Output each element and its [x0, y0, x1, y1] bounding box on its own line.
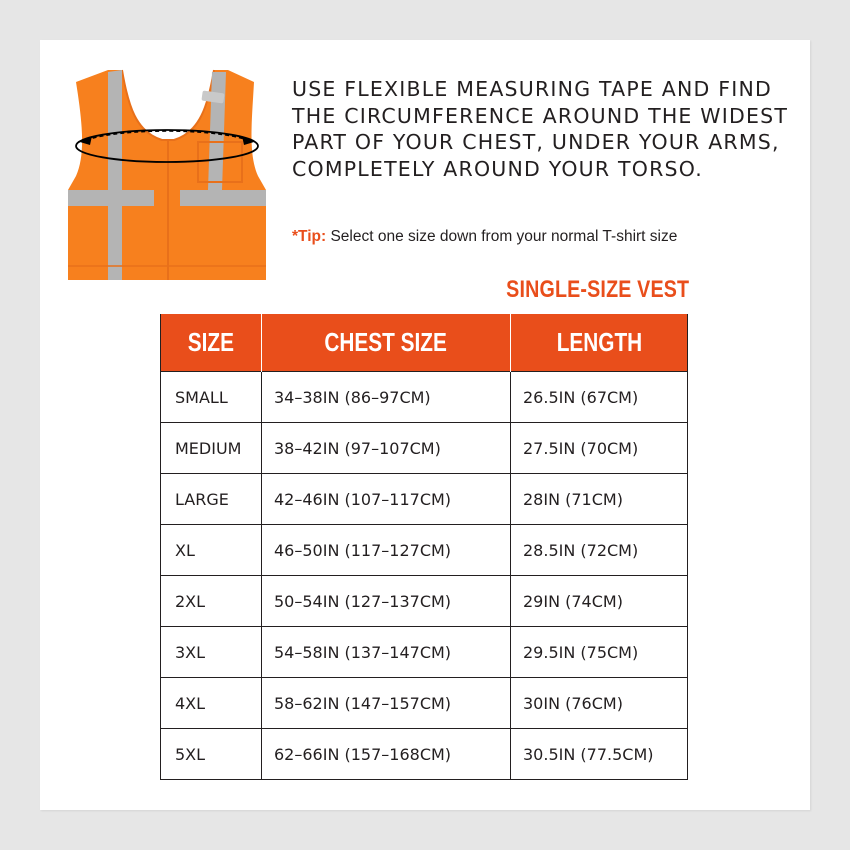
length-cell: 30IN (76CM): [511, 678, 688, 729]
tip-text: Select one size down from your normal T-shirt size: [330, 228, 678, 245]
chest-size-cell: 58–62IN (147–157CM): [262, 678, 511, 729]
length-cell: 26.5IN (67CM): [511, 372, 688, 423]
table-row: [161, 729, 688, 780]
chest-size-cell: 54–58IN (137–147CM): [262, 627, 511, 678]
header-size-label: SIZE: [187, 327, 235, 357]
chest-size-cell: 34–38IN (86–97CM): [262, 372, 511, 423]
size-cell: LARGE: [161, 474, 262, 525]
length-cell: 28IN (71CM): [511, 474, 688, 525]
chest-size-cell: 42–46IN (107–117CM): [262, 474, 511, 525]
table-row: [161, 423, 688, 474]
size-cell: MEDIUM: [161, 423, 262, 474]
size-cell: 4XL: [161, 678, 262, 729]
left-reflective-stripe: [108, 70, 122, 280]
size-chart-table: [160, 314, 688, 780]
length-cell: 30.5IN (77.5CM): [511, 729, 688, 780]
tip-label: *Tip:: [292, 228, 327, 245]
measuring-instructions: USE FLEXIBLE MEASURING TAPE AND FIND THE CIRCUMFERENCE AROUND THE WIDEST PART OF YOUR CHEST, UNDER YOUR ARMS, COMPLETELY AROUND YOUR TORSO.: [292, 77, 789, 181]
header-chest-size-label: CHEST SIZE: [324, 327, 448, 357]
table-row: [161, 678, 688, 729]
header-length: [511, 314, 688, 372]
chest-size-cell: 46–50IN (117–127CM): [262, 525, 511, 576]
size-cell: 5XL: [161, 729, 262, 780]
tip-note: [292, 228, 822, 246]
horizontal-reflective-band-right: [180, 190, 266, 206]
header-length-label: LENGTH: [556, 327, 642, 357]
header-chest-size: [262, 314, 511, 372]
size-cell: XL: [161, 525, 262, 576]
table-row: [161, 372, 688, 423]
size-cell: SMALL: [161, 372, 262, 423]
header-size: [161, 314, 262, 372]
length-cell: 29.5IN (75CM): [511, 627, 688, 678]
table-row: [161, 576, 688, 627]
table-row: [161, 474, 688, 525]
table-header-row: [161, 314, 688, 372]
length-cell: 28.5IN (72CM): [511, 525, 688, 576]
length-cell: 29IN (74CM): [511, 576, 688, 627]
chest-size-cell: 62–66IN (157–168CM): [262, 729, 511, 780]
table-row: [161, 627, 688, 678]
size-cell: 3XL: [161, 627, 262, 678]
horizontal-reflective-band: [68, 190, 154, 206]
section-title: SINGLE-SIZE VEST: [505, 276, 689, 303]
size-cell: 2XL: [161, 576, 262, 627]
length-cell: 27.5IN (70CM): [511, 423, 688, 474]
chest-size-cell: 50–54IN (127–137CM): [262, 576, 511, 627]
safety-vest-illustration: [62, 66, 274, 288]
table-row: [161, 525, 688, 576]
chest-size-cell: 38–42IN (97–107CM): [262, 423, 511, 474]
